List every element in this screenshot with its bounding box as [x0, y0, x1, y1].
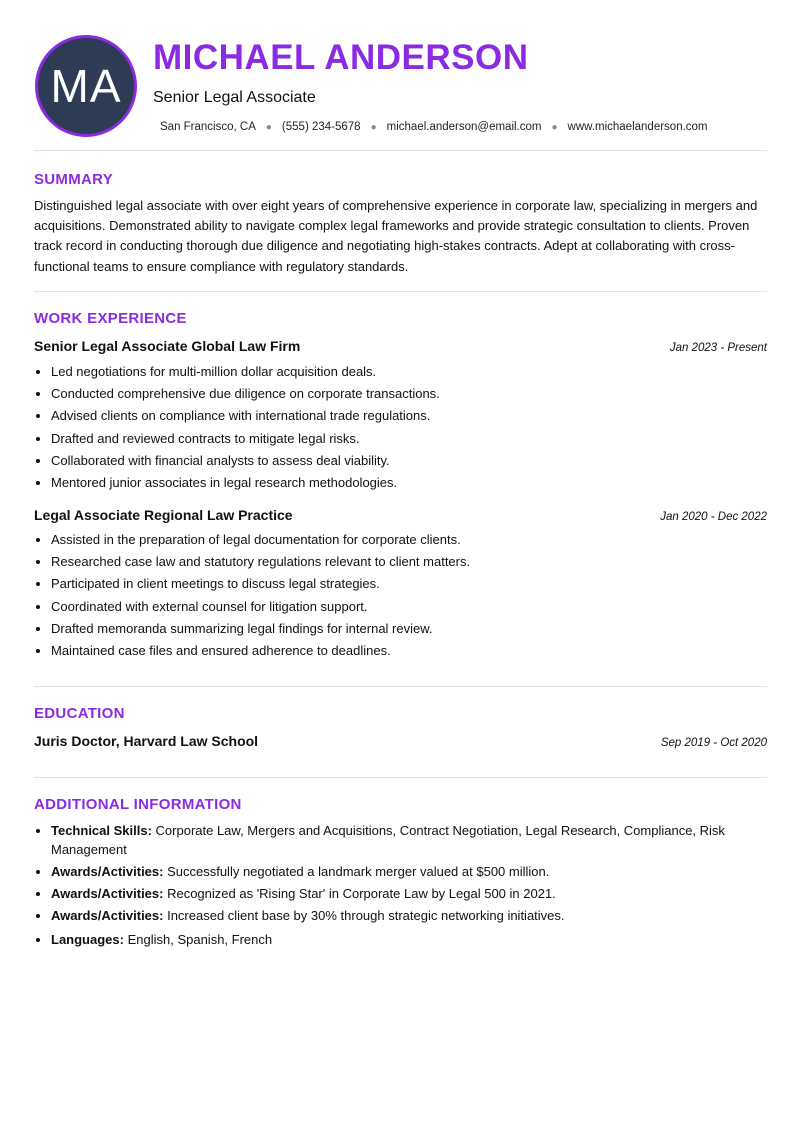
list-item [51, 906, 771, 925]
list-item [51, 862, 771, 881]
list-item: • Conducted comprehensive due diligence on corporate transactions. [51, 383, 440, 405]
item-text: Successfully negotiated a landmark merger valued at $500 million. [163, 864, 550, 879]
job-header [34, 507, 767, 523]
summary-heading: SUMMARY [34, 171, 114, 188]
section-divider [34, 777, 767, 778]
education-entry [34, 733, 767, 749]
separator-dot-icon: ● [551, 121, 558, 133]
job-role: Legal Associate Regional Law Practice [34, 507, 293, 523]
summary-text: Distinguished legal associate with over eight years of comprehensive experience in corporate law, specializing in mergers and acquisitions. Demonstrated ability to navigate complex legal frameworks and provide strategic consultation to clients. Proven track record in conducting thorough due diligence and negotiating high-stakes contracts. Adept at collaborating with cross-functional teams to ensure compliance with regulatory standards. [34, 198, 758, 274]
item-text: Increased client base by 30% through strategic networking initiatives. [163, 908, 565, 923]
item-label: Awards/Activities: [51, 864, 164, 879]
item-text: English, Spanish, French [123, 932, 273, 947]
additional-heading: ADDITIONAL INFORMATION [34, 796, 242, 813]
list-item: • Drafted and reviewed contracts to mitigate legal risks. [51, 428, 440, 450]
job-date: Jan 2023 - Present [669, 342, 767, 354]
list-item: • Researched case law and statutory regulations relevant to client matters. [51, 551, 470, 573]
list-item: • Advised clients on compliance with international trade regulations. [51, 405, 440, 427]
separator-dot-icon: ● [265, 121, 272, 133]
list-item: • Assisted in the preparation of legal documentation for corporate clients. [51, 529, 470, 551]
avatar [35, 35, 137, 137]
education-degree: Juris Doctor, Harvard Law School [34, 733, 259, 749]
job-bullets [34, 361, 440, 494]
contact-location: San Francisco, CA [160, 121, 256, 133]
list-item: • Led negotiations for multi-million dollar acquisition deals. [51, 361, 440, 383]
list-item: • Participated in client meetings to discuss legal strategies. [51, 573, 470, 595]
job-bullets [34, 529, 470, 662]
section-divider [34, 686, 767, 687]
education-date: Sep 2019 - Oct 2020 [660, 737, 767, 749]
job-role: Senior Legal Associate Global Law Firm [34, 338, 301, 354]
candidate-title: Senior Legal Associate [153, 89, 316, 106]
section-divider [34, 150, 767, 151]
list-item [51, 884, 771, 903]
item-text: Recognized as 'Rising Star' in Corporate Law by Legal 500 in 2021. [163, 886, 556, 901]
list-item: • Coordinated with external counsel for litigation support. [51, 596, 470, 618]
list-item: • Collaborated with financial analysts to assess deal viability. [51, 450, 440, 472]
additional-list [34, 821, 771, 952]
list-item [51, 821, 771, 859]
section-divider [34, 291, 767, 292]
candidate-name: MICHAEL ANDERSON [153, 38, 529, 77]
list-item [51, 930, 771, 949]
contact-line [160, 121, 708, 133]
contact-website[interactable]: www.michaelanderson.com [567, 121, 708, 133]
list-item: • Maintained case files and ensured adherence to deadlines. [51, 640, 470, 662]
job-date: Jan 2020 - Dec 2022 [660, 511, 767, 523]
experience-heading: WORK EXPERIENCE [34, 310, 187, 327]
contact-email[interactable]: michael.anderson@email.com [386, 121, 542, 133]
item-label: Technical Skills: [51, 823, 152, 838]
list-item: • Mentored junior associates in legal research methodologies. [51, 472, 440, 494]
separator-dot-icon: ● [370, 121, 377, 133]
item-label: Awards/Activities: [51, 886, 164, 901]
item-label: Awards/Activities: [51, 908, 164, 923]
education-heading: EDUCATION [34, 705, 125, 722]
item-label: Languages: [51, 932, 124, 947]
contact-phone: (555) 234-5678 [281, 121, 361, 133]
list-item: • Drafted memoranda summarizing legal findings for internal review. [51, 618, 470, 640]
item-text: Corporate Law, Mergers and Acquisitions, Contract Negotiation, Legal Research, Compliance, Risk Management [51, 823, 725, 857]
job-header [34, 338, 767, 354]
avatar-initials: MA [50, 60, 122, 112]
